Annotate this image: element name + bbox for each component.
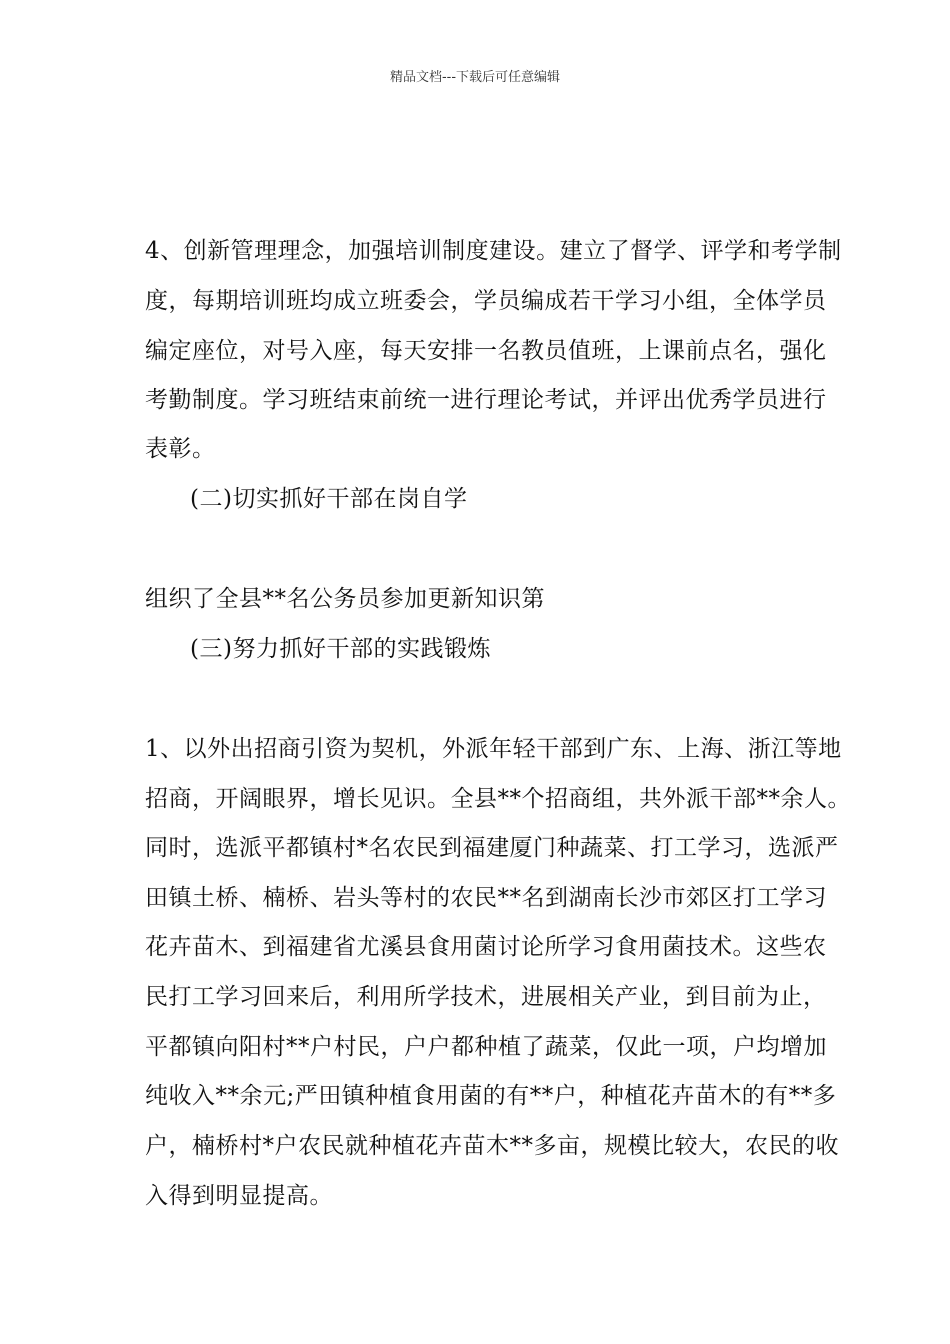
- paragraph-line: 度，每期培训班均成立班委会，学员编成若干学习小组，全体学员: [145, 288, 827, 314]
- paragraph-line: 同时，选派平都镇村*名农民到福建厦门种蔬菜、打工学习，选派严: [145, 835, 839, 861]
- paragraph-line: 表彰。: [145, 436, 216, 462]
- paragraph-line: 组织了全县**名公务员参加更新知识第: [145, 586, 545, 612]
- paragraph-line: 花卉苗木、到福建省尤溪县食用菌讨论所学习食用菌技术。这些农: [145, 934, 827, 960]
- paragraph-line: 考勤制度。学习班结束前统一进行理论考试，并评出优秀学员进行: [145, 387, 827, 413]
- paragraph-line: 编定座位，对号入座，每天安排一名教员值班，上课前点名，强化: [145, 338, 827, 364]
- section-heading: (三)努力抓好干部的实践锻炼: [190, 636, 491, 662]
- paragraph-line: 纯收入**余元;严田镇种植食用菌的有**户，种植花卉苗木的有**多: [145, 1083, 837, 1109]
- paragraph-line: 户，楠桥村*户农民就种植花卉苗木**多亩，规模比较大，农民的收: [145, 1133, 839, 1159]
- page-header: 精品文档---下载后可任意编辑: [389, 70, 561, 85]
- paragraph-line: 入得到明显提高。: [145, 1183, 333, 1209]
- paragraph-line: 民打工学习回来后，利用所学技术，进展相关产业，到目前为止，: [145, 984, 827, 1010]
- paragraph-line: 4、创新管理理念，加强培训制度建设。建立了督学、评学和考学制: [145, 238, 842, 264]
- paragraph-line: 1、以外出招商引资为契机，外派年轻干部到广东、上海、浙江等地: [145, 736, 842, 762]
- paragraph-line: 招商，开阔眼界，增长见识。全县**个招商组，共外派干部**余人。: [145, 786, 851, 812]
- paragraph-line: 平都镇向阳村**户村民，户户都种植了蔬菜，仅此一项，户均增加: [145, 1034, 827, 1060]
- paragraph-line: 田镇土桥、楠桥、岩头等村的农民**名到湖南长沙市郊区打工学习: [145, 885, 827, 911]
- section-heading: (二)切实抓好干部在岗自学: [190, 486, 468, 512]
